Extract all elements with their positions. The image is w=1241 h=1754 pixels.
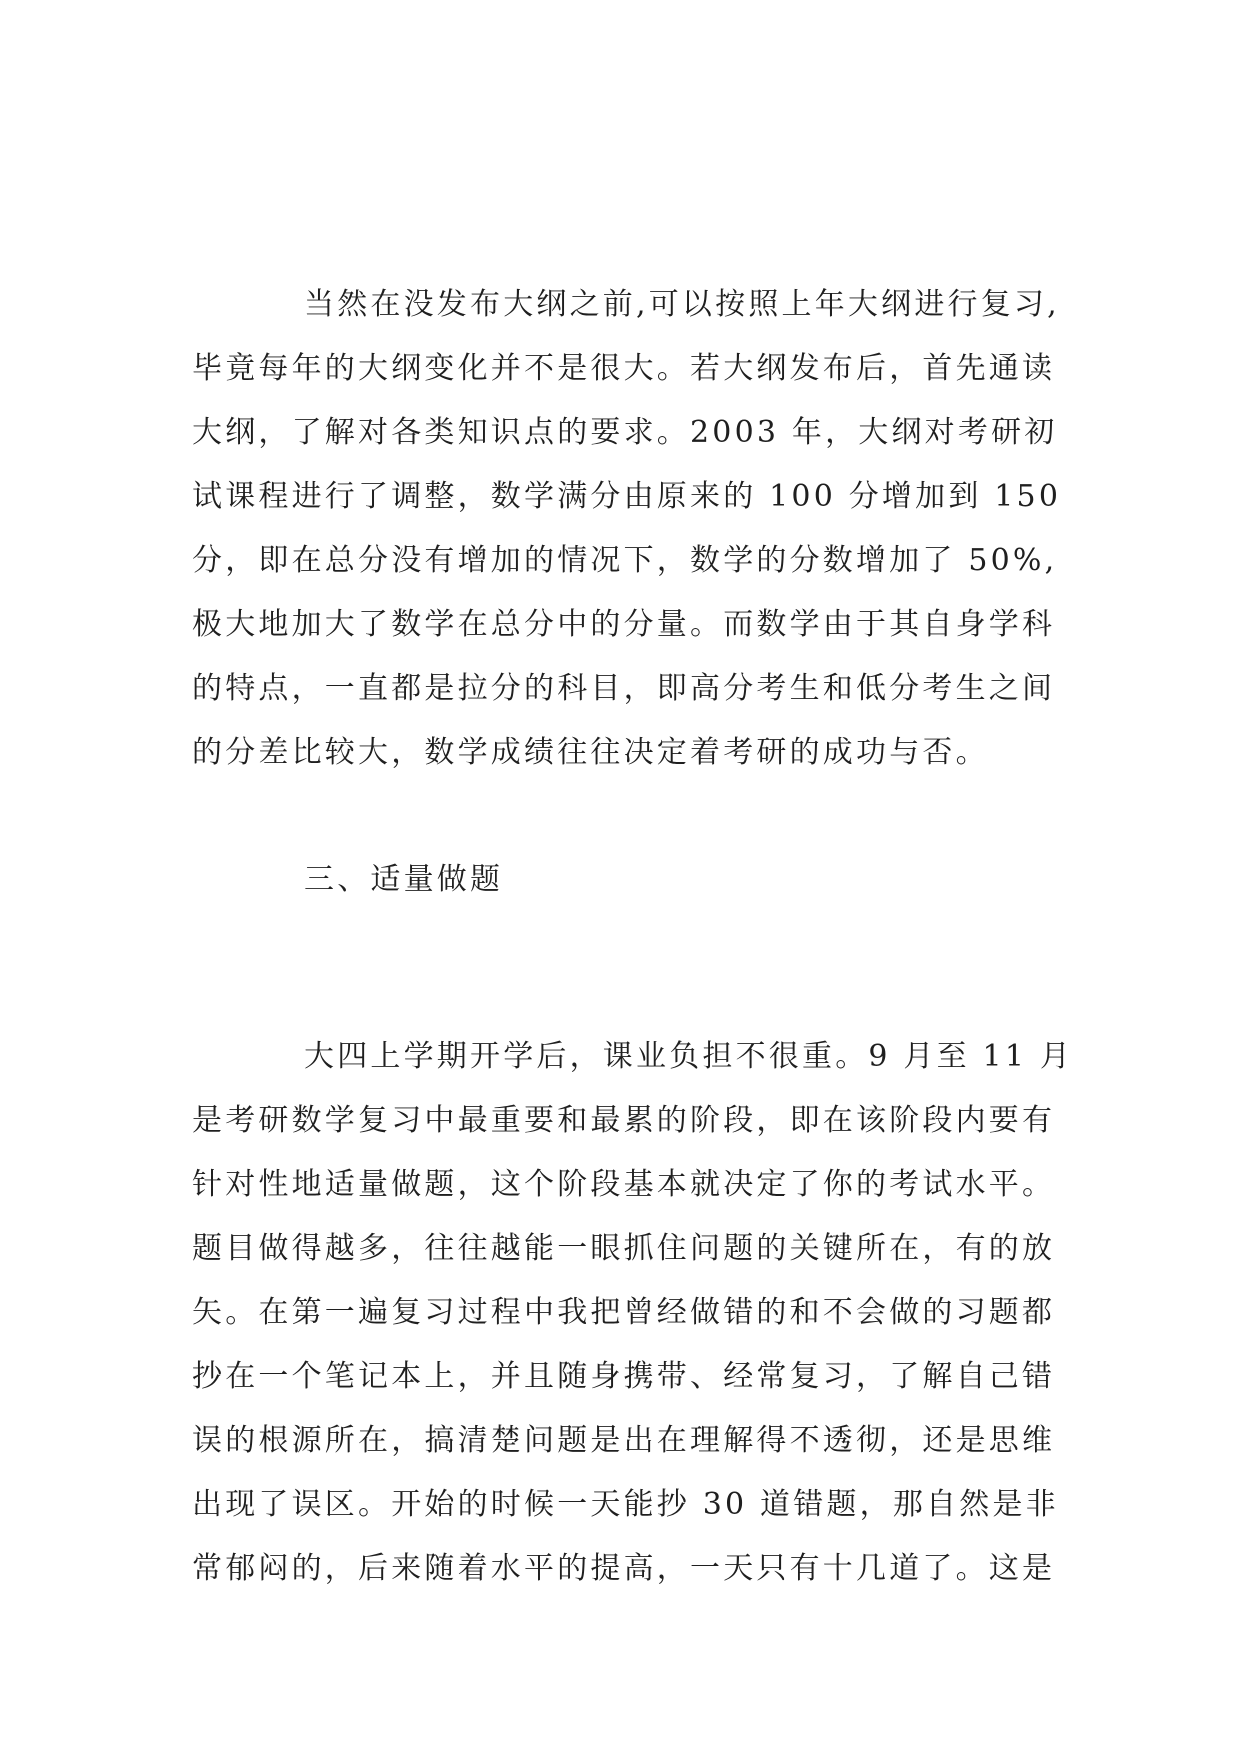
paragraph-line: 大四上学期开学后，课业负担不很重。9 月至 11 月 — [304, 1039, 1074, 1074]
paragraph-line: 的特点，一直都是拉分的科目，即高分考生和低分考生之间 — [192, 671, 1056, 706]
paragraph-line: 常郁闷的，后来随着水平的提高，一天只有十几道了。这是 — [192, 1551, 1056, 1586]
paragraph-line: 试课程进行了调整，数学满分由原来的 100 分增加到 150 — [192, 479, 1062, 514]
section-heading-text: 三、适量做题 — [304, 862, 504, 897]
paragraph-line: 矢。在第一遍复习过程中我把曾经做错的和不会做的习题都 — [192, 1295, 1056, 1330]
paragraph-line: 抄在一个笔记本上，并且随身携带、经常复习，了解自己错 — [192, 1359, 1056, 1394]
paragraph-line: 的分差比较大，数学成绩往往决定着考研的成功与否。 — [192, 735, 989, 770]
paragraph-line: 极大地加大了数学在总分中的分量。而数学由于其自身学科 — [192, 607, 1056, 642]
paragraph-line: 误的根源所在，搞清楚问题是出在理解得不透彻，还是思维 — [192, 1423, 1056, 1458]
paragraph-line: 针对性地适量做题，这个阶段基本就决定了你的考试水平。 — [192, 1167, 1056, 1202]
paragraph-line: 题目做得越多，往往越能一眼抓住问题的关键所在，有的放 — [192, 1231, 1056, 1266]
paragraph-line: 出现了误区。开始的时候一天能抄 30 道错题，那自然是非 — [192, 1487, 1059, 1522]
paragraph-syllabus-review — [192, 273, 1072, 785]
section-heading — [192, 848, 1072, 912]
paragraph-practice-problems — [192, 1025, 1072, 1601]
paragraph-line: 分，即在总分没有增加的情况下，数学的分数增加了 50%, — [192, 543, 1058, 578]
paragraph-line: 当然在没发布大纲之前,可以按照上年大纲进行复习, — [304, 287, 1060, 322]
paragraph-line: 是考研数学复习中最重要和最累的阶段，即在该阶段内要有 — [192, 1103, 1056, 1138]
paragraph-line: 大纲，了解对各类知识点的要求。2003 年，大纲对考研初 — [192, 415, 1058, 450]
paragraph-line: 毕竟每年的大纲变化并不是很大。若大纲发布后，首先通读 — [192, 351, 1056, 386]
